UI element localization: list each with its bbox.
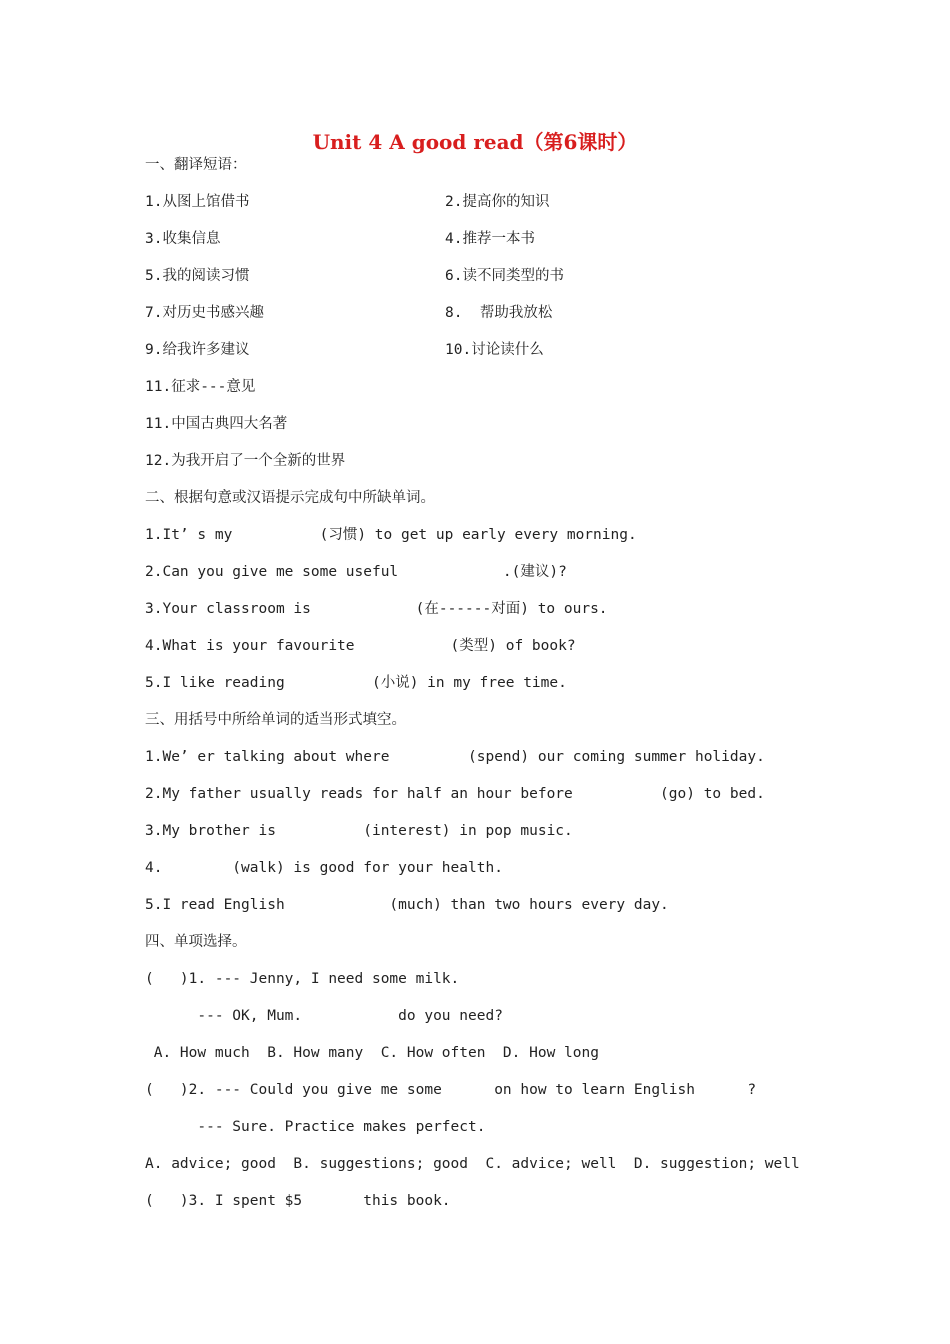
choice-options: A. How much B. How many C. How often D. How long xyxy=(145,1045,599,1061)
fill-sentence: 4.What is your favourite (类型) of book? xyxy=(145,638,576,654)
fill-sentence: 3.My brother is (interest) in pop music. xyxy=(145,823,573,839)
fill-sentence: 4. (walk) is good for your health. xyxy=(145,860,503,876)
phrase-item: 6.读不同类型的书 xyxy=(445,268,564,284)
choice-question: ( )1. --- Jenny, I need some milk. xyxy=(145,971,460,987)
phrase-item: 3.收集信息 xyxy=(145,231,221,247)
phrase-item: 9.给我许多建议 xyxy=(145,342,250,358)
section3-heading: 三、用括号中所给单词的适当形式填空。 xyxy=(145,712,406,728)
phrase-item: 7.对历史书感兴趣 xyxy=(145,305,264,321)
section2-heading: 二、根据句意或汉语提示完成句中所缺单词。 xyxy=(145,490,435,506)
fill-sentence: 2.Can you give me some useful .(建议)? xyxy=(145,564,567,580)
phrase-item: 1.从图上馆借书 xyxy=(145,194,250,210)
choice-question: ( )2. --- Could you give me some on how to learn English ? xyxy=(145,1082,757,1098)
fill-sentence: 3.Your classroom is (在------对面) to ours. xyxy=(145,601,608,617)
phrase-item: 10.讨论读什么 xyxy=(445,342,544,358)
choice-question: --- Sure. Practice makes perfect. xyxy=(145,1119,486,1135)
fill-sentence: 1.We’ er talking about where (spend) our coming summer holiday. xyxy=(145,749,765,765)
page-title: Unit 4 A good read（第6课时） xyxy=(312,130,638,154)
phrase-item: 11.中国古典四大名著 xyxy=(145,416,288,432)
phrase-item: 8. 帮助我放松 xyxy=(445,305,553,321)
phrase-item: 12.为我开启了一个全新的世界 xyxy=(145,453,346,469)
phrase-item: 4.推荐一本书 xyxy=(445,231,535,247)
fill-sentence: 5.I read English (much) than two hours every day. xyxy=(145,897,669,913)
choice-options: A. advice; good B. suggestions; good C. advice; well D. suggestion; well xyxy=(145,1156,800,1172)
phrase-item: 11.征求---意见 xyxy=(145,379,256,395)
section1-heading: 一、翻译短语： xyxy=(145,157,247,173)
choice-question: ( )3. I spent $5 this book. xyxy=(145,1193,451,1209)
fill-sentence: 5.I like reading (小说) in my free time. xyxy=(145,675,567,691)
phrase-item: 2.提高你的知识 xyxy=(445,194,550,210)
fill-sentence: 2.My father usually reads for half an hour before (go) to bed. xyxy=(145,786,765,802)
choice-question: --- OK, Mum. do you need? xyxy=(145,1008,503,1024)
phrase-item: 5.我的阅读习惯 xyxy=(145,268,250,284)
section4-heading: 四、单项选择。 xyxy=(145,934,247,950)
fill-sentence: 1.It’ s my (习惯) to get up early every morning. xyxy=(145,527,637,543)
